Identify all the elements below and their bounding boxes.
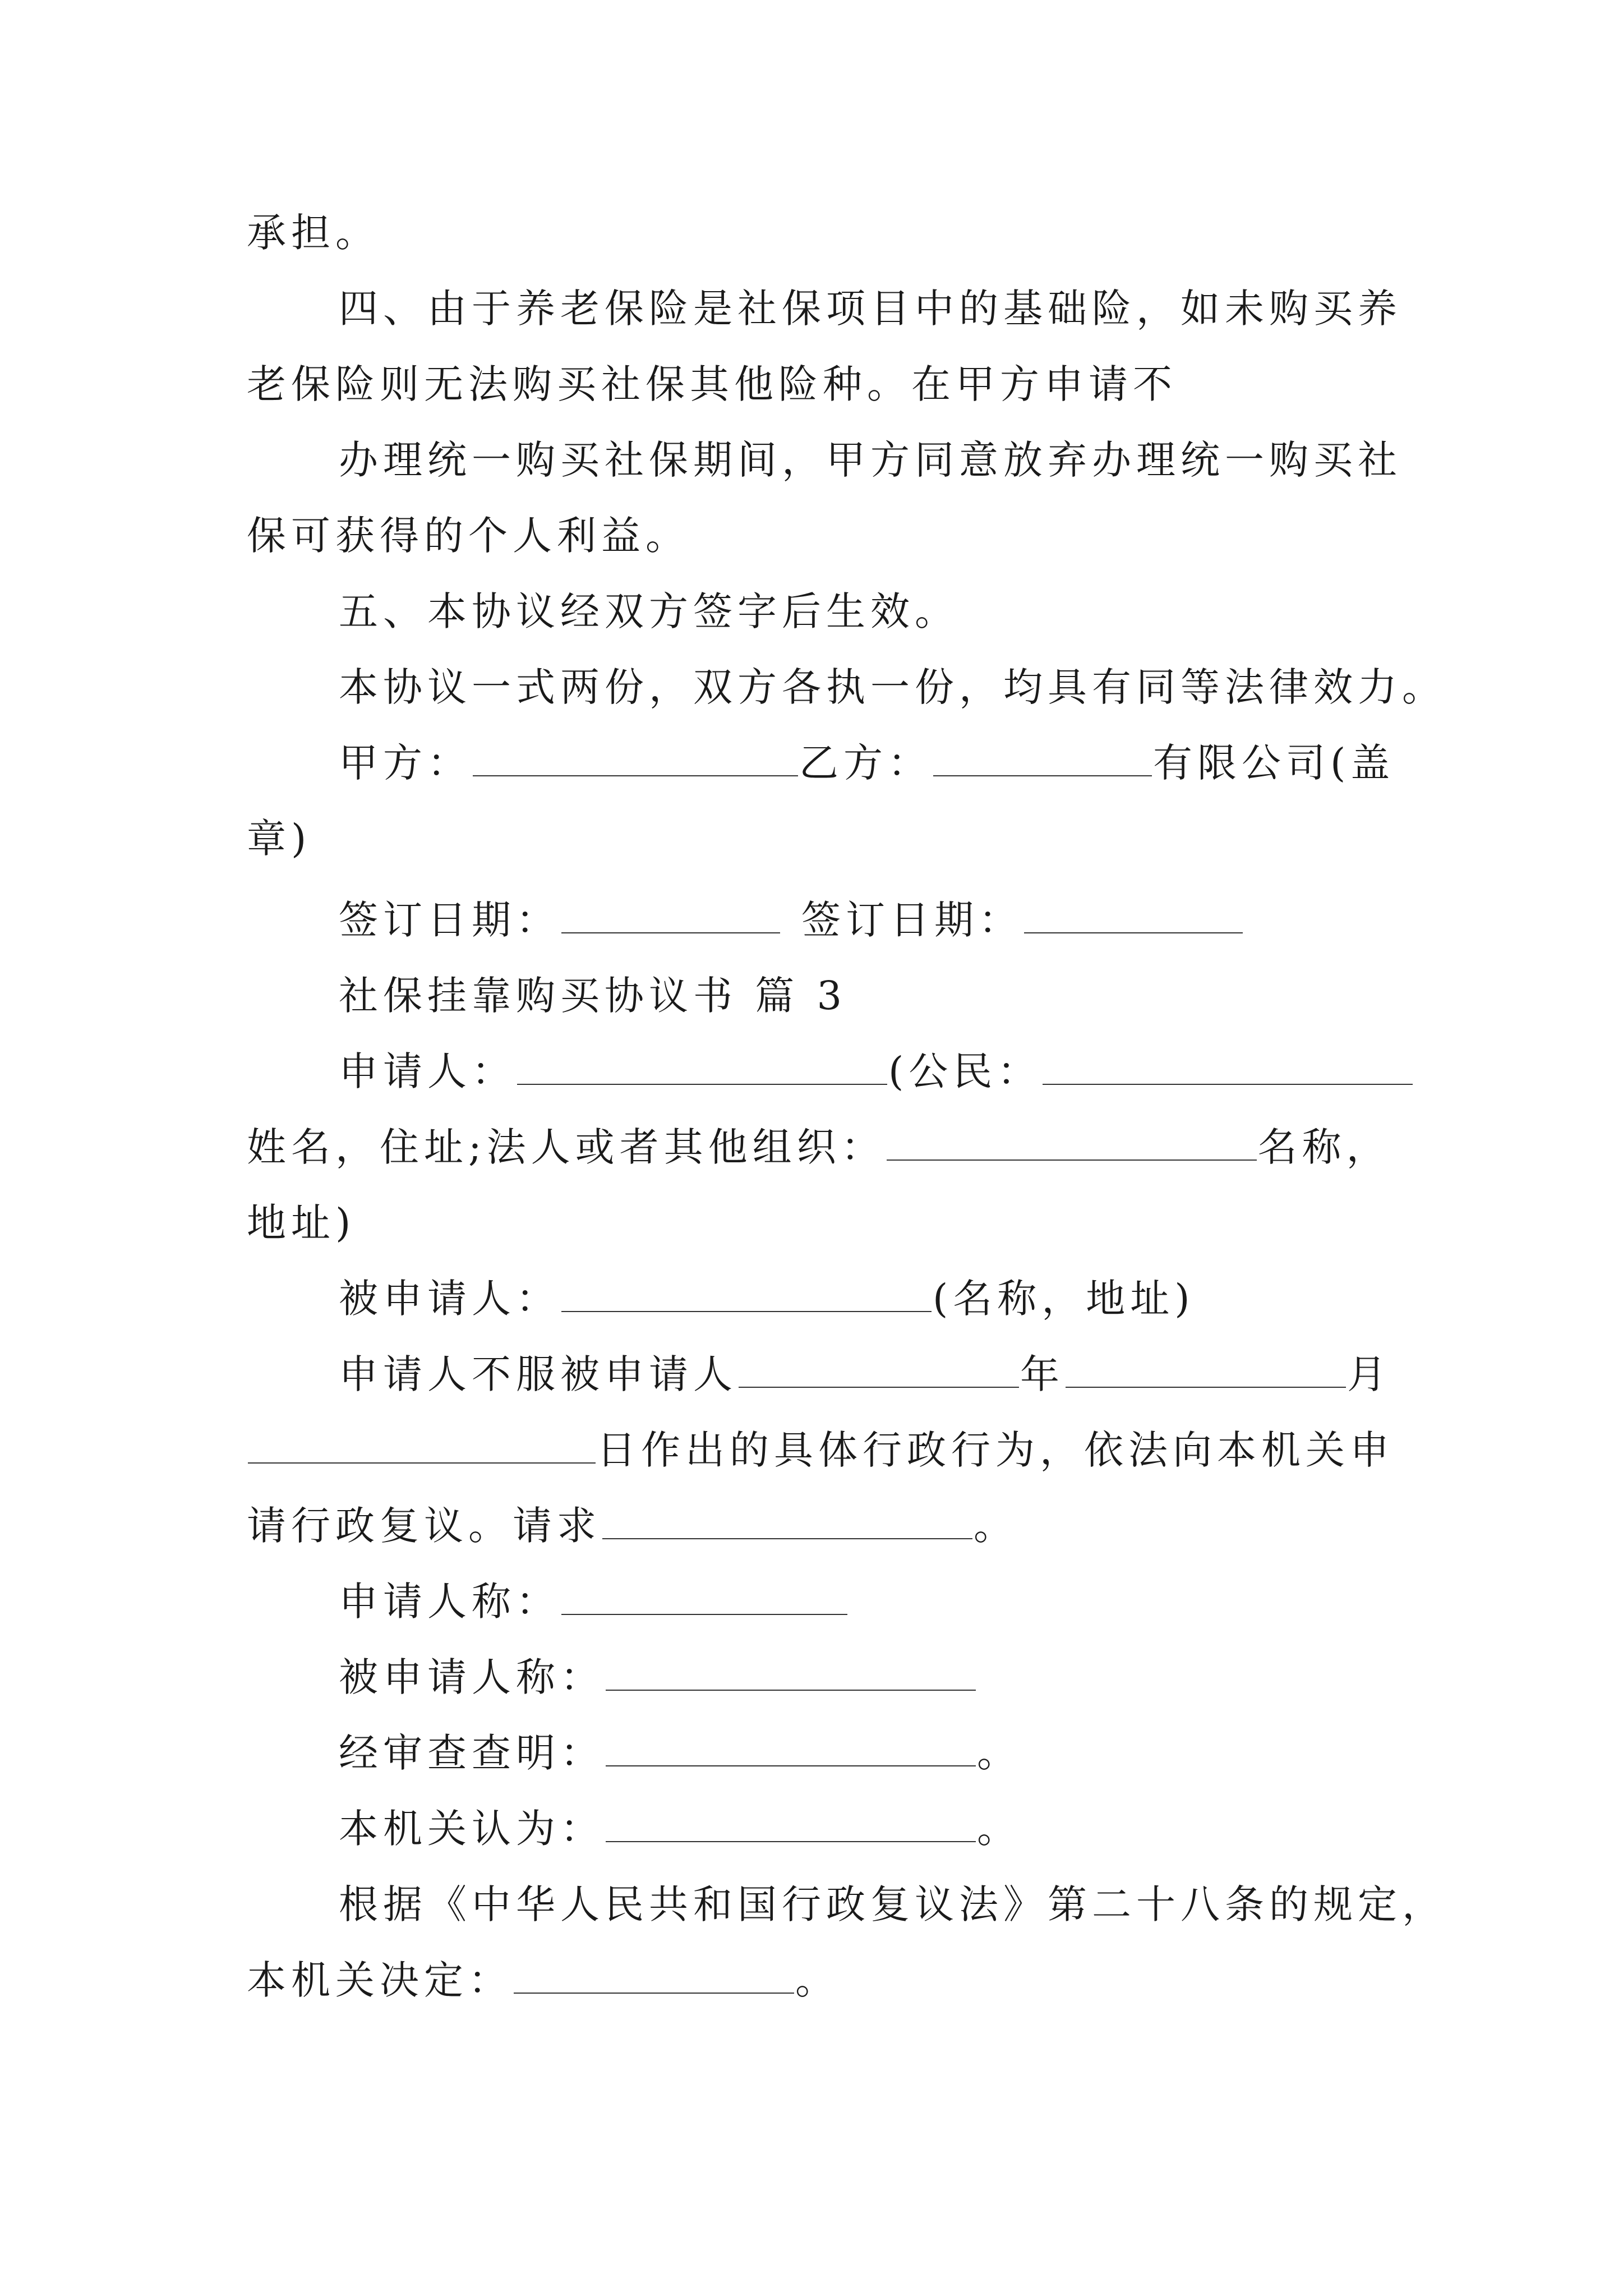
request-label: 请行政复议。请求: [247, 1503, 601, 1549]
year-label: 年: [1020, 1351, 1064, 1397]
clause-five-line: 五、本协议经双方签字后生效。: [339, 588, 959, 634]
request-blank: [602, 1498, 972, 1539]
signature-line: [339, 735, 1393, 791]
sign-date-label: 签订日期：: [801, 897, 1023, 943]
sign-date-line: [339, 892, 1393, 948]
citizen-label: (公民：: [888, 1048, 1042, 1094]
period: 。: [977, 1730, 1021, 1776]
year-blank: [739, 1346, 1019, 1388]
paragraph-line: 保可获得的个人利益。: [247, 513, 690, 559]
respondent-label: 被申请人：: [339, 1276, 560, 1322]
findings-blank: [606, 1725, 976, 1766]
applicant-claim-line: [339, 1573, 1393, 1630]
decision-blank: [514, 1952, 794, 1994]
day-blank: [248, 1422, 596, 1464]
paragraph-line: 章): [247, 816, 312, 862]
request-line: [247, 1498, 1391, 1554]
sign-date-blank: [1024, 892, 1243, 933]
org-blank: [887, 1119, 1257, 1161]
paragraph-line: 办理统一购买社保期间，甲方同意放弃办理统一购买社: [339, 437, 1402, 483]
section-title: 社保挂靠购买协议书 篇 3: [339, 973, 847, 1019]
opinion-label: 本机关认为：: [339, 1806, 605, 1852]
month-blank: [1066, 1346, 1346, 1388]
applicant-line: [247, 1119, 1391, 1175]
applicant-blank: [517, 1043, 887, 1085]
sign-date-label: 签订日期：: [339, 897, 560, 943]
party-b-blank: [933, 735, 1152, 776]
decision-line: [247, 1952, 1391, 2008]
date-line: [247, 1422, 1394, 1478]
clause-four-line: 四、由于养老保险是社保项目中的基础险，如未购买养: [339, 286, 1402, 332]
opinion-blank: [606, 1801, 976, 1842]
findings-line: [339, 1725, 1393, 1781]
decision-label: 本机关决定：: [247, 1957, 513, 2003]
date-intro: 申请人不服被申请人: [339, 1351, 737, 1397]
party-a-blank: [473, 735, 798, 776]
applicant-claim-label: 申请人称：: [339, 1579, 560, 1625]
paragraph-text: 日作出的具体行政行为，依法向本机关申: [597, 1427, 1394, 1473]
party-b-label: 乙方：: [799, 740, 932, 786]
org-label: 姓名，住址;法人或者其他组织：: [247, 1124, 886, 1170]
period: 。: [977, 1806, 1021, 1852]
name-label: 名称，: [1257, 1124, 1391, 1170]
paragraph-line: 承担。: [247, 210, 380, 256]
party-a-label: 甲方：: [339, 740, 472, 786]
citizen-blank: [1043, 1043, 1413, 1085]
period: 。: [795, 1957, 840, 2003]
paragraph-line: 老保险则无法购买社保其他险种。在甲方申请不: [247, 361, 1177, 407]
findings-label: 经审查查明：: [339, 1730, 605, 1776]
respondent-claim-line: [339, 1649, 1393, 1705]
respondent-line: [339, 1271, 1393, 1327]
sign-date-blank: [561, 892, 780, 933]
applicant-claim-blank: [561, 1573, 847, 1615]
respondent-claim-blank: [606, 1649, 976, 1691]
opinion-line: [339, 1801, 1393, 1857]
applicant-label: 申请人：: [339, 1048, 516, 1094]
paragraph-line: 根据《中华人民共和国行政复议法》第二十八条的规定，: [339, 1881, 1446, 1927]
company-label: 有限公司(盖: [1153, 740, 1395, 786]
respondent-claim-label: 被申请人称：: [339, 1654, 605, 1700]
respondent-blank: [561, 1271, 932, 1312]
paragraph-line: 地址): [247, 1200, 356, 1246]
applicant-line: [339, 1043, 1393, 1099]
date-line: [339, 1346, 1393, 1402]
period: 。: [974, 1503, 1018, 1549]
paragraph-line: 本协议一式两份，双方各执一份，均具有同等法律效力。: [339, 664, 1446, 710]
respondent-note: (名称，地址): [933, 1276, 1195, 1322]
month-label: 月: [1347, 1351, 1391, 1397]
